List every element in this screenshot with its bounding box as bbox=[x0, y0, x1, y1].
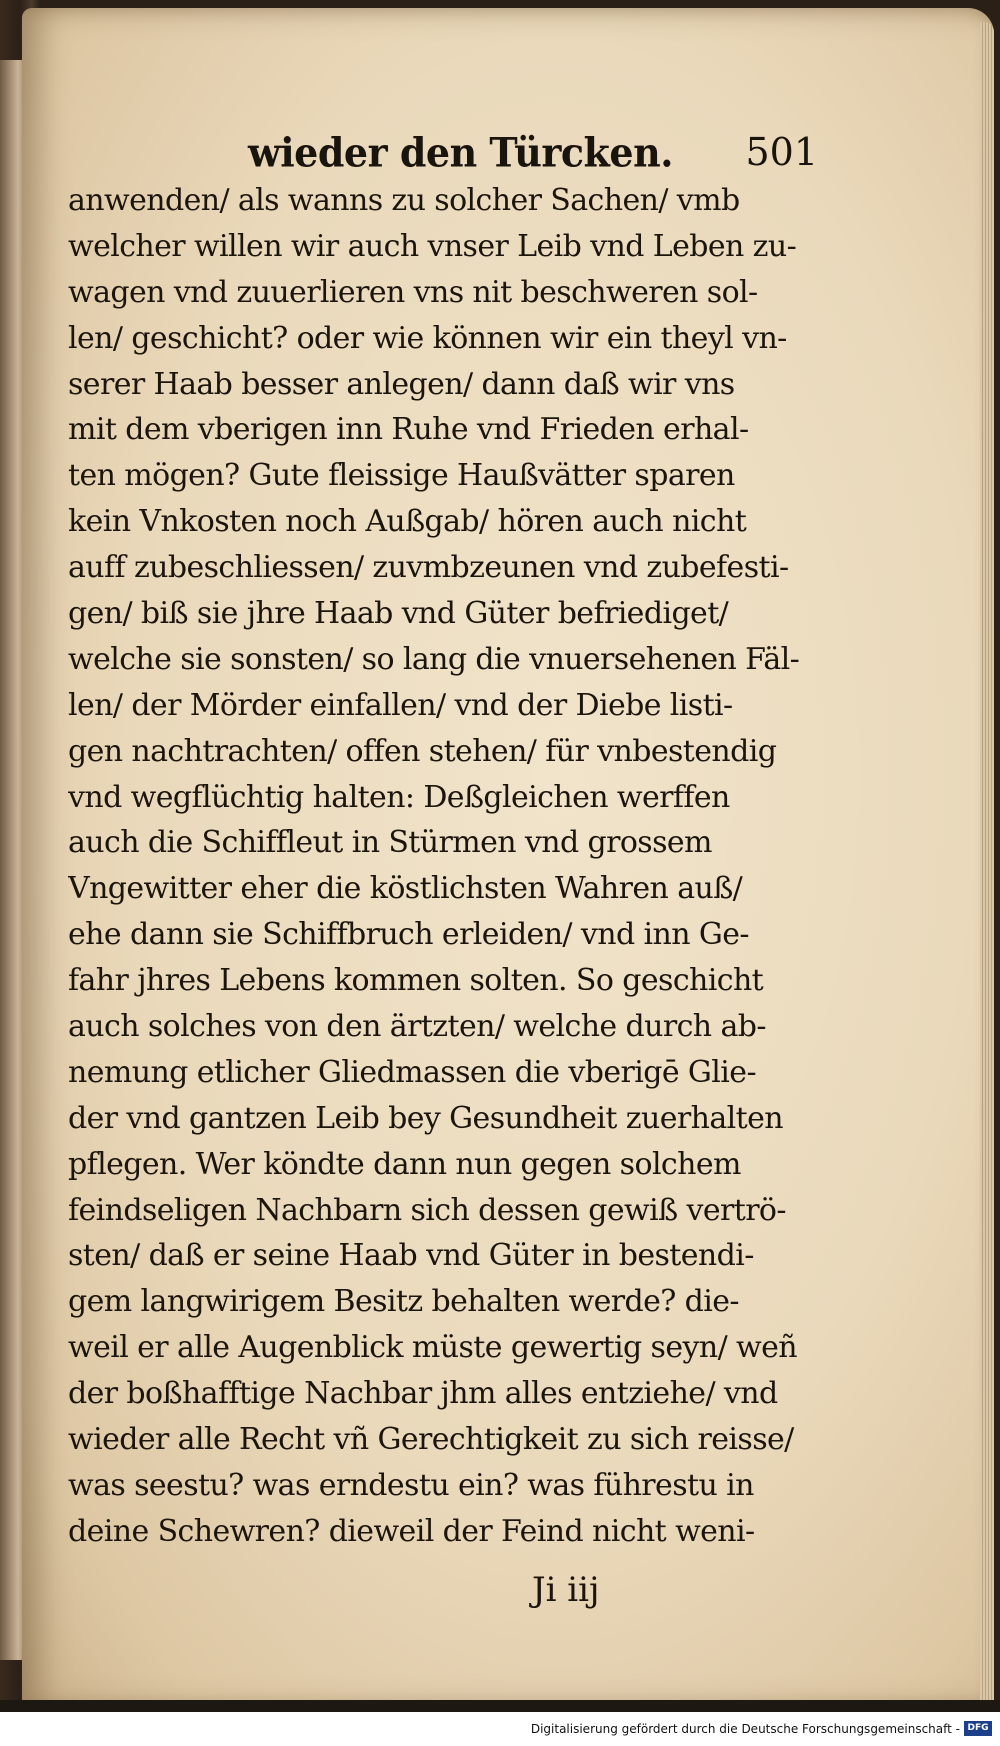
text-line: gen nachtrachten/ offen stehen/ für vnbestendig bbox=[68, 733, 777, 769]
running-head: wieder den Türcken. bbox=[248, 128, 673, 177]
dfg-logo-icon: DFG bbox=[964, 1721, 992, 1736]
page-edges bbox=[980, 22, 994, 1712]
text-line: pflegen. Wer köndte dann nun gegen solchem bbox=[68, 1146, 741, 1182]
text-line: feindseligen Nachbarn sich dessen gewiß vertrö- bbox=[68, 1192, 786, 1228]
text-line: welcher willen wir auch vnser Leib vnd Leben zu- bbox=[68, 228, 797, 264]
text-line: len/ geschicht? oder wie können wir ein theyl vn- bbox=[68, 320, 787, 356]
text-line: ten mögen? Gute fleissige Haußvätter sparen bbox=[68, 458, 735, 494]
text-line: ehe dann sie Schiffbruch erleiden/ vnd inn Ge- bbox=[68, 917, 749, 953]
text-line: serer Haab besser anlegen/ dann daß wir vns bbox=[68, 366, 735, 402]
text-line: deine Schewren? dieweil der Feind nicht weni- bbox=[68, 1513, 755, 1549]
page-number: 501 bbox=[745, 130, 818, 174]
text-line: vnd wegflüchtig halten: Deßgleichen werffen bbox=[68, 779, 730, 815]
body-text bbox=[68, 178, 820, 1555]
text-line: anwenden/ als wanns zu solcher Sachen/ vmb bbox=[68, 183, 740, 218]
text-line: fahr jhres Lebens kommen solten. So geschicht bbox=[68, 963, 764, 999]
text-line: welche sie sonsten/ so lang die vnuersehenen Fäl- bbox=[68, 641, 800, 677]
text-line: auch die Schiffleut in Stürmen vnd grossem bbox=[68, 825, 712, 861]
text-line: nemung etlicher Gliedmassen die vberigē Glie- bbox=[68, 1054, 756, 1090]
text-line: len/ der Mörder einfallen/ vnd der Diebe listi- bbox=[68, 687, 733, 723]
text-line: was seestu? was erndestu ein? was führestu in bbox=[68, 1467, 754, 1503]
text-line: auff zubeschliessen/ zuvmbzeunen vnd zubefesti- bbox=[68, 550, 789, 586]
scan-bottom-shadow bbox=[0, 1700, 1000, 1712]
footer-credit: Digitalisierung gefördert durch die Deutsche Forschungsgemeinschaft - bbox=[530, 1722, 960, 1736]
text-line: gem langwirigem Besitz behalten werde? die- bbox=[68, 1284, 739, 1320]
text-line: der boßhafftige Nachbar jhm alles entziehe/ vnd bbox=[68, 1376, 778, 1412]
text-line: auch solches von den ärtzten/ welche durch ab- bbox=[68, 1009, 766, 1045]
footer-bar bbox=[0, 1712, 1000, 1746]
text-line: kein Vnkosten noch Außgab/ hören auch nicht bbox=[68, 504, 747, 540]
text-line: gen/ biß sie jhre Haab vnd Güter befriediget/ bbox=[68, 596, 729, 632]
text-line: wagen vnd zuuerlieren vns nit beschweren sol- bbox=[68, 274, 758, 310]
text-line: wieder alle Recht vñ Gerechtigkeit zu sich reisse/ bbox=[68, 1422, 794, 1458]
text-line: weil er alle Augenblick müste gewertig seyn/ weñ bbox=[68, 1330, 797, 1366]
signature-mark: Ji iij bbox=[532, 1570, 600, 1610]
text-line: sten/ daß er seine Haab vnd Güter in bestendi- bbox=[68, 1238, 754, 1274]
text-line: mit dem vberigen inn Ruhe vnd Frieden erhal- bbox=[68, 412, 749, 448]
text-line: der vnd gantzen Leib bey Gesundheit zuerhalten bbox=[68, 1100, 783, 1136]
text-line: Vngewitter eher die köstlichsten Wahren auß/ bbox=[68, 871, 743, 907]
